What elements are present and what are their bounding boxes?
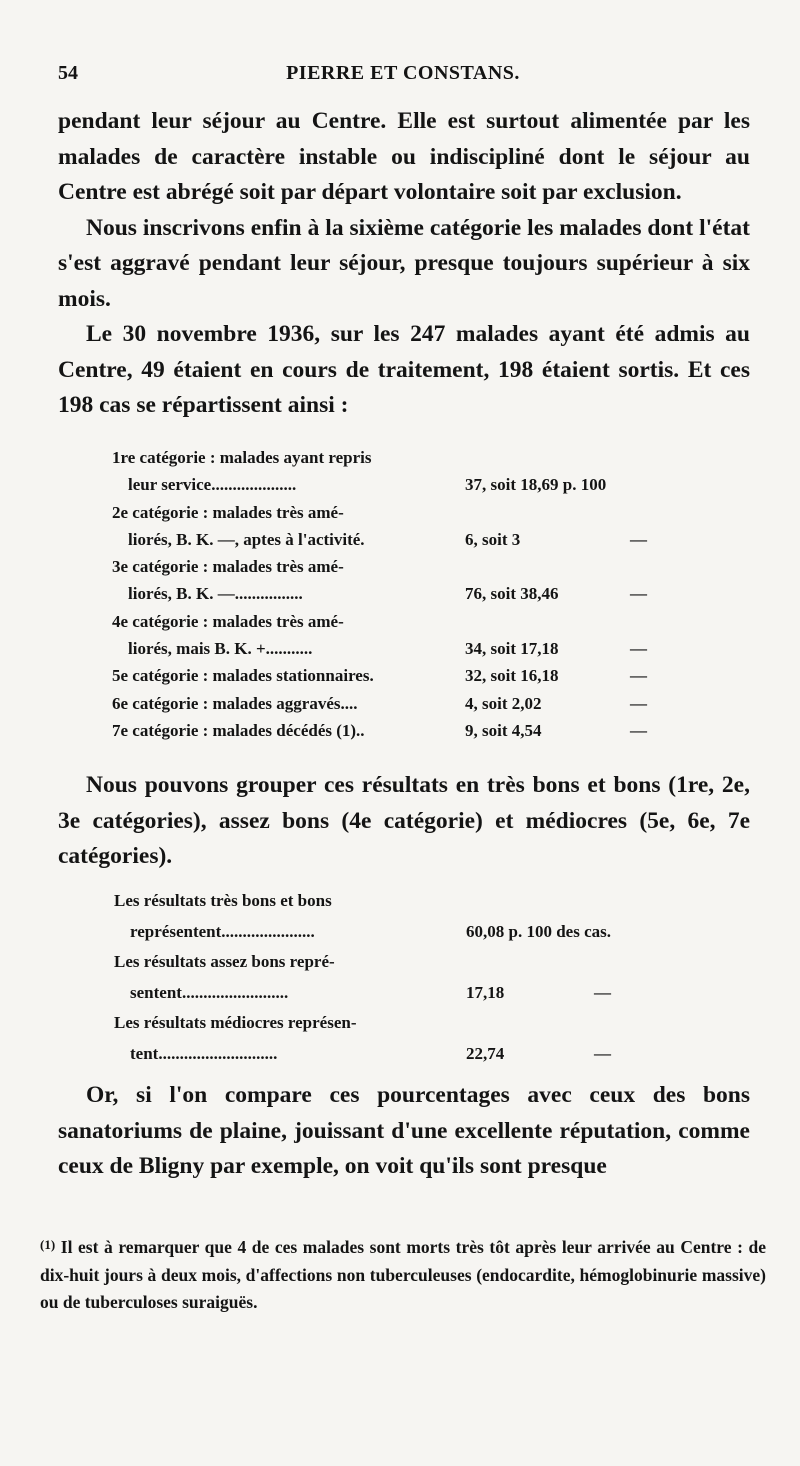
category-row-value: 76, soit 38,46: [465, 584, 559, 604]
result-row: [114, 886, 694, 917]
category-row-label-continued: liorés, mais B. K. +...........: [128, 639, 313, 659]
result-row-continuation: [114, 1039, 694, 1070]
ditto-dash: —: [630, 666, 647, 686]
paragraph: Le 30 novembre 1936, sur les 247 malades ayant été admis au Centre, 49 étaient en cours de traitement, 198 étaient sortis. Et ces 198 cas se répartissent ainsi :: [58, 321, 750, 418]
result-row-continuation: [114, 917, 694, 948]
category-row-label: 5e catégorie : malades stationnaires.: [112, 666, 374, 686]
page-header: [58, 62, 748, 92]
ditto-dash: —: [630, 639, 647, 659]
category-row: [112, 662, 702, 689]
category-row-label: 7e catégorie : malades décédés (1)..: [112, 720, 365, 740]
category-row-label: 2e catégorie : malades très amé-: [112, 502, 344, 522]
category-row: [112, 444, 702, 471]
footnote: [40, 1231, 766, 1317]
category-row-value: 6, soit 3: [465, 529, 521, 549]
result-row-label-continued: sentent.........................: [130, 982, 289, 1002]
category-row-value: 4, soit 2,02: [465, 693, 542, 713]
category-row-label-continued: liorés, B. K. —................: [128, 584, 303, 604]
category-row: [112, 608, 702, 635]
category-row: [112, 717, 702, 744]
category-row-label: 1re catégorie : malades ayant repris: [112, 448, 372, 467]
category-row-continuation: [112, 471, 702, 498]
result-row-value: 60,08 p. 100 des cas.: [466, 921, 611, 941]
result-row-label: Les résultats très bons et bons: [114, 891, 332, 910]
paragraph: Or, si l'on compare ces pourcentages avec ceux des bons sanatoriums de plaine, jouissant d'une excellente réputation, comme ceux de Bligny par exemple, on voit qu'ils sont presque: [58, 1082, 750, 1179]
category-row-continuation: [112, 580, 702, 607]
category-table: [112, 444, 702, 744]
ditto-dash: —: [630, 693, 647, 713]
result-row-value: 22,74: [466, 1043, 505, 1063]
ditto-dash: —: [594, 1043, 611, 1063]
category-row-label-continued: leur service....................: [128, 475, 297, 495]
category-row: [112, 553, 702, 580]
category-row: [112, 690, 702, 717]
result-row-label-continued: tent............................: [130, 1043, 278, 1063]
category-row-value: 32, soit 16,18: [465, 666, 559, 686]
ditto-dash: —: [630, 529, 647, 549]
body-text-middle: [58, 768, 750, 875]
category-row-continuation: [112, 526, 702, 553]
category-row-label: 4e catégorie : malades très amé-: [112, 611, 344, 631]
paragraph: Nous inscrivons enfin à la sixième catégorie les malades dont l'état s'est aggravé pendant leur séjour, presque toujours supérieur à six mois.: [58, 214, 750, 312]
body-text-bottom: [58, 1078, 750, 1185]
ditto-dash: —: [594, 982, 611, 1002]
category-row-label: 3e catégorie : malades très amé-: [112, 557, 344, 577]
ditto-dash: —: [630, 584, 647, 604]
running-title: PIERRE ET CONSTANS.: [286, 62, 520, 84]
category-row-label: 6e catégorie : malades aggravés....: [112, 693, 358, 713]
category-row-value: 37, soit 18,69 p. 100: [465, 475, 607, 495]
result-row-label: Les résultats assez bons repré-: [114, 952, 335, 971]
results-table: [114, 886, 694, 1069]
result-row-label: Les résultats médiocres représen-: [114, 1013, 357, 1032]
result-row-value: 17,18: [466, 982, 505, 1002]
page-number: 54: [58, 62, 78, 84]
paragraph: pendant leur séjour au Centre. Elle est surtout alimentée par les malades de caractère instable ou indiscipliné dont le séjour au Centre est abrégé soit par départ volontaire soit par exclusion.: [58, 108, 750, 205]
category-row: [112, 499, 702, 526]
footnote-marker: (1): [40, 1237, 56, 1252]
category-row-continuation: [112, 635, 702, 662]
category-row-label-continued: liorés, B. K. —, aptes à l'activité.: [128, 529, 365, 549]
footnote-text: Il est à remarquer que 4 de ces malades sont morts très tôt après leur arrivée au Centre : de dix-huit jours à deux mois, d'affections non tuberculeuses (endocardite, hémoglobinurie massive) ou de tuberculoses suraiguës.: [40, 1237, 766, 1312]
result-row: [114, 947, 694, 978]
category-row-value: 9, soit 4,54: [465, 720, 542, 740]
body-text-top: [58, 104, 750, 424]
result-row: [114, 1008, 694, 1039]
paragraph: Nous pouvons grouper ces résultats en très bons et bons (1re, 2e, 3e catégories), assez bons (4e catégorie) et médiocres (5e, 6e, 7e catégories).: [58, 772, 750, 869]
category-row-value: 34, soit 17,18: [465, 639, 559, 659]
result-row-continuation: [114, 978, 694, 1009]
ditto-dash: —: [630, 720, 647, 740]
result-row-label-continued: représentent......................: [130, 921, 315, 941]
